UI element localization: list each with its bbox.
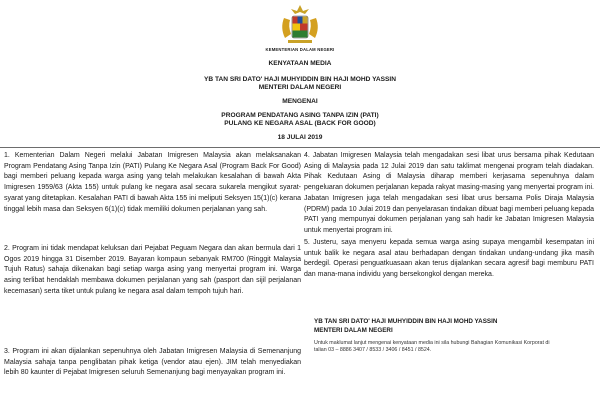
signature-name: YB TAN SRI DATO' HAJI MUHYIDDIN BIN HAJI MOHD YASSIN: [314, 318, 498, 325]
paragraph-5: 5. Justeru, saya menyeru kepada semua warga asing supaya mengambil kesempatan ini untuk balik ke negara asal atau berhadapan dengan tindakan undang-undang jika masih berdegil. Operasi penguatkuasaan akan terus dijalankan secara agresif bagi memburu PATI dan mana-mana individu yang bersekongkol dengan mereka.: [304, 239, 594, 279]
coat-of-arms-logo: [276, 4, 324, 48]
speaker-title: MENTERI DALAM NEGERI: [258, 84, 342, 91]
paragraph-4: 4. Jabatan Imigresen Malaysia telah mengadakan sesi libat urus bersama pihak Kedutaan Asing di Malaysia pada 12 Julai 2019 dan satu taklimat mengenai program telah diadakan. Pihak Kedutaan Asing di Malaysia diharap memberi kerjasama sepenuhnya dalam pengeluaran dokumen perjalanan kepada rakyat masing-masing yang menyertai program ini. Jabatan Imigresen juga telah mengadakan sesi libat urus bersama Polis Diraja Malaysia (PDRM) pada 10 Julai 2019 dan penyelarasan tindakan dibuat bagi memberi peluang kepada PATI yang mempunyai dokumen perjalanan yang sah hadir ke Jabatan Imigresen Malaysia untuk menyertai program ini.: [304, 152, 594, 234]
ministry-name: KEMENTERIAN DALAM NEGERI: [265, 47, 335, 52]
speaker-name: YB TAN SRI DATO' HAJI MUHYIDDIN BIN HAJI MOHD YASSIN: [203, 76, 397, 83]
paragraph-1: 1. Kementerian Dalam Negeri melalui Jabatan Imigresen Malaysia akan melaksanakan Program Pendatang Asing Tanpa Izin (PATI) Pulang Ke Negara Asal (Program Back For Good) bagi memberi peluang kepada warga asing yang telah melakukan kesalahan di bawah Akta Imigresen 1959/63 (Akta 155) untuk pulang ke negara asal secara sukarela mengikut syarat-syarat yang ditetapkan. Kesalahan PATI di bawah Akta 155 ini meliputi Seksyen 15(1)(c) kerana tinggal lebih masa dan Seksyen 6(1)(c) tidak memiliki dokumen perjalanan yang sah.: [4, 152, 301, 213]
speaker-block: [0, 76, 600, 92]
paragraph-3: 3. Program ini akan dijalankan sepenuhnya oleh Jabatan Imigresen Malaysia di Semenanjung Malaysia sahaja tanpa penglibatan pihak ketiga (vendor atau ejen). JIM telah menyediakan lebih 80 kaunter di Pejabat Imigresen seluruh Semenanjung bagi menyayakan program ini.: [4, 348, 301, 377]
signature-block: [314, 318, 584, 335]
footer-line-2: talian 03 – 8886 3407 / 8533 / 3406 / 8451 / 8524.: [314, 346, 432, 353]
subject-label: MENGENAI: [282, 98, 318, 105]
paragraph-2: 2. Program ini tidak mendapat keluksan dari Pejabat Peguam Negara dan akan bermula dari 1 Ogos 2019 hingga 31 Disember 2019. Bayaran kompaun sebanyak RM700 (Ringgit Malaysia Tujuh Ratus) sahaja dikenakan bagi setiap warga asing yang menyertai program ini. Warga asing terlibat hendaklah membawa dokumen perjalanan yang sah (pasport dan sijil perjalanan kecemasan) serta tiket untuk pulang ke negara asal dalam tempoh tujuh hari.: [4, 245, 301, 295]
document-type: KENYATAAN MEDIA: [268, 60, 332, 67]
program-title-line2: PULANG KE NEGARA ASAL (BACK FOR GOOD): [224, 120, 376, 127]
program-title: [0, 112, 600, 128]
footer-line-1: Untuk maklumat lanjut mengenai kenyataan media ini sila hubungi Bahagian Komunikasi Korporat di: [314, 340, 550, 346]
release-date: 18 JULAI 2019: [277, 134, 323, 141]
header-divider: [0, 147, 600, 148]
program-title-line1: PROGRAM PENDATANG ASING TANPA IZIN (PATI): [221, 112, 379, 119]
signature-title: MENTERI DALAM NEGERI: [314, 326, 393, 334]
contact-footer: [314, 340, 584, 354]
